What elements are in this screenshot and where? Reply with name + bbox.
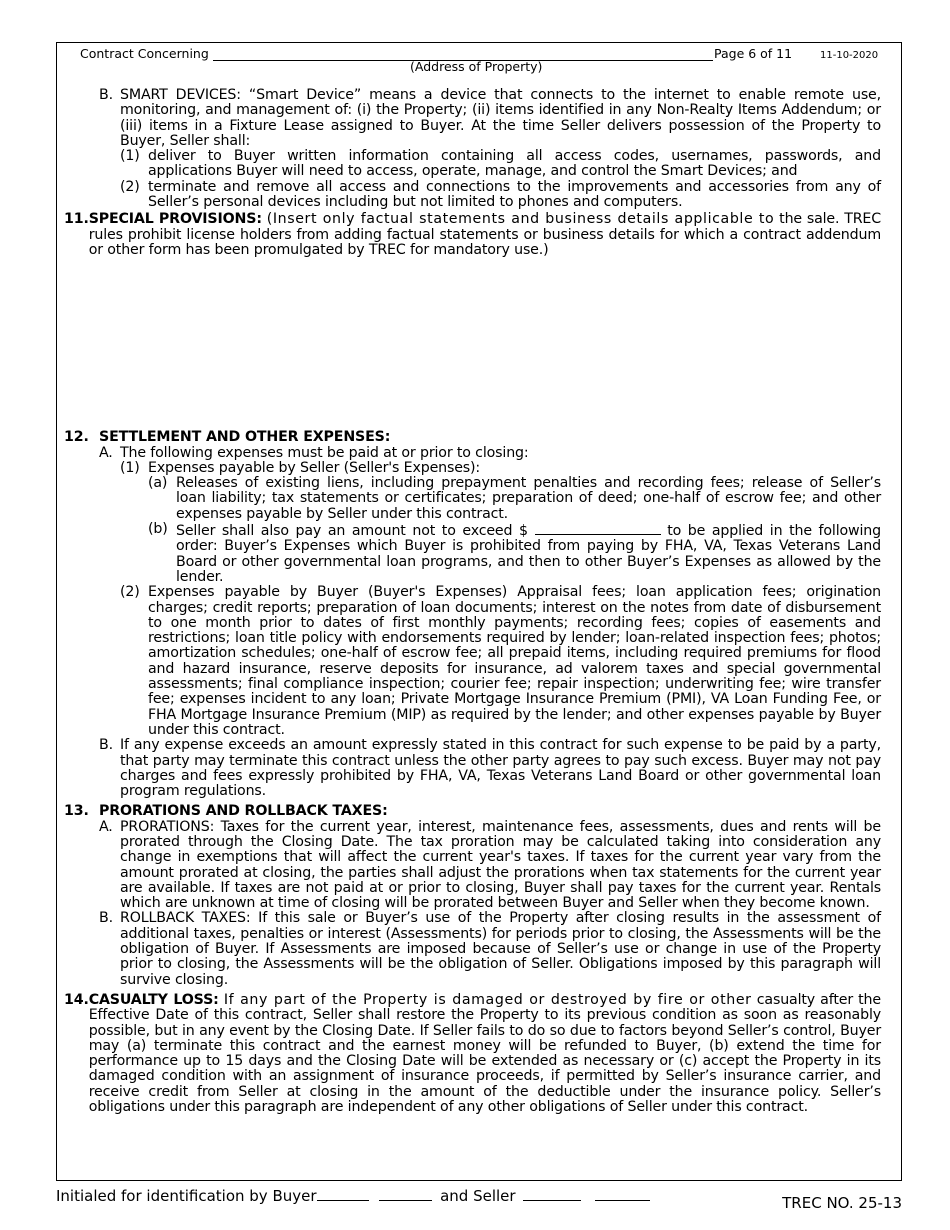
contract-concerning-label: Contract Concerning	[80, 46, 209, 61]
paragraph-text: If any expense exceeds an amount expressly stated in this contract for such expense to be paid by a party, that party may terminate this contract unless the other party agrees to pay such excess. Buyer may not pay charges and fees expressly prohibited by FHA, VA, Texas Veterans Land Board or other governmental loan program regulations.	[120, 737, 881, 800]
section-number: 12.	[64, 429, 89, 446]
list-item	[120, 149, 881, 180]
buyer-initial-field-1[interactable]	[317, 1187, 369, 1201]
seller-initial-field-2[interactable]	[595, 1187, 650, 1201]
item-marker: (a)	[148, 475, 168, 492]
section-title: PRORATIONS AND ROLLBACK TAXES:	[99, 803, 388, 820]
section-title: SPECIAL PROVISIONS:	[88, 211, 262, 228]
paragraph-10b	[99, 88, 881, 149]
item-text: to be applied in the following order: Buyer’s Expenses which Buyer is prohibited from paying by FHA, VA, Texas Veterans Land Board or other governmental loan programs, and then to other Buyer’s Expenses as allowed by the lender.	[176, 523, 881, 585]
list-item	[120, 461, 881, 476]
list-item	[148, 522, 881, 585]
list-item	[148, 476, 881, 522]
paragraph-marker: B.	[99, 737, 113, 754]
section-title: SETTLEMENT AND OTHER EXPENSES:	[99, 429, 391, 446]
paragraph-text: PRORATIONS: Taxes for the current year, interest, maintenance fees, assessments, dues and rents will be prorated through the Closing Date. The tax proration may be calculated taking into consideration any change in exemptions that will affect the current year's taxes. If taxes for the current year vary from the amount prorated at closing, the parties shall adjust the prorations when tax statements for the current year are available. If taxes are not paid at or prior to closing, Buyer shall pay taxes for the current year. Rentals which are unknown at time of closing will be prorated between Buyer and Seller when they become known.	[120, 818, 881, 912]
section-text: the sale. TREC rules prohibit license holders from adding factual statements or business details for which a contract addendum or other form has been promulgated by TREC for mandatory use.)	[88, 211, 881, 258]
paragraph-12a	[99, 446, 881, 461]
item-marker: (1)	[120, 148, 140, 165]
list-item	[120, 585, 881, 738]
address-caption: (Address of Property)	[410, 59, 543, 74]
paragraph-12b	[99, 738, 881, 799]
initialed-label: Initialed for identification by Buyer	[56, 1187, 317, 1205]
contract-body	[64, 88, 881, 1115]
paragraph-13a	[99, 820, 881, 912]
form-number: TREC NO. 25-13	[782, 1194, 902, 1212]
form-date: 11-10-2020	[820, 50, 879, 61]
paragraph-marker: A.	[99, 444, 113, 461]
seller-amount-field[interactable]	[535, 522, 661, 535]
item-text: deliver to Buyer written information containing all access codes, usernames, passwords, and applications Buyer will need to access, operate, manage, and control the Smart Devices; and	[148, 148, 881, 180]
item-marker: (b)	[148, 521, 168, 538]
smart-devices-text: SMART DEVICES: “Smart Device” means a device that connects to the internet to enable remote use, monitoring, and management of: (i) the Property; (ii) items identified in any Non-Realty Items Addendum; or (iii) items in a Fixture Lease assigned to Buyer. At the time Seller delivers possession of the Property to Buyer, Seller shall:	[120, 87, 881, 149]
item-text: Expenses payable by Seller (Seller's Expenses):	[148, 459, 481, 476]
item-text: Expenses payable by Buyer (Buyer's Expenses) Appraisal fees; loan application fees; origination charges; credit reports; preparation of loan documents; interest on the notes from date of disbursement to one month prior to dates of first monthly payments; recording fees; copies of easements and restrictions; loan title policy with endorsements required by lender; loan-related inspection fees; photos; amortization schedules; one-half of escrow fee; all prepaid items, including required premiums for flood and hazard insurance, reserve deposits for insurance, ad valorem taxes and special governmental assessments; final compliance inspection; courier fee; repair inspection; underwriting fee; wire transfer fee; expenses incident to any loan; Private Mortgage Insurance Premium (PMI), VA Loan Funding Fee, or FHA Mortgage Insurance Premium (MIP) as required by the lender; and other expenses payable by Buyer under this contract.	[148, 584, 881, 738]
paragraph-text: ROLLBACK TAXES: If this sale or Buyer’s use of the Property after closing results in the assessment of additional taxes, penalties or interest (Assessments) for periods prior to closing, the Assessments will be the obligation of Buyer. If Assessments are imposed because of Seller’s use or change in use of the Property prior to closing, the Assessments will be the obligation of Seller. Obligations imposed by this paragraph will survive closing.	[120, 910, 881, 988]
item-text: terminate and remove all access and connections to the improvements and accessories from any of Seller’s personal devices including but not limited to phones and computers.	[148, 178, 881, 211]
and-seller-label: and Seller	[440, 1187, 516, 1205]
section-intro: If any part of the Property is damaged or destroyed by fire or other	[223, 991, 752, 1008]
item-text: Seller shall also pay an amount not to exceed $	[176, 523, 528, 540]
section-text: casualty after the Effective Date of this contract, Seller shall restore the Property to its previous condition as soon as reasonably possible, but in any event by the Closing Date. If Seller fails to do so due to factors beyond Seller’s control, Buyer may (a) terminate this contract and the earnest money will be refunded to Buyer, (b) extend the time for performance up to 15 days and the Closing Date will be extended as necessary or (c) accept the Property in its damaged condition with an assignment of insurance proceeds, if permitted by Seller’s insurance carrier, and receive credit from Seller at closing in the amount of the deductible under the insurance policy. Seller’s obligations under this paragraph are independent of any other obligations of Seller under this contract.	[88, 991, 881, 1116]
item-marker: (2)	[120, 178, 140, 195]
section-number: 13.	[64, 803, 89, 820]
paragraph-marker: B.	[99, 910, 113, 927]
buyer-initial-field-2[interactable]	[379, 1187, 432, 1201]
paragraph-marker: B.	[99, 87, 113, 103]
section-11	[64, 212, 881, 258]
paragraph-13b	[99, 911, 881, 987]
section-title: CASUALTY LOSS:	[88, 991, 219, 1008]
section-intro: (Insert only factual statements and business details applicable to	[266, 211, 775, 228]
paragraph-marker: A.	[99, 818, 113, 835]
page-footer	[56, 1187, 902, 1212]
section-number: 11.	[64, 211, 89, 228]
section-14	[64, 993, 881, 1115]
seller-initial-field-1[interactable]	[523, 1187, 581, 1201]
item-marker: (1)	[120, 459, 140, 476]
section-12	[64, 430, 881, 445]
list-item	[120, 180, 881, 211]
item-marker: (2)	[120, 584, 140, 601]
item-text: Releases of existing liens, including prepayment penalties and recording fees; release of Seller’s loan liability; tax statements or certificates; preparation of deed; one-half of escrow fee; and other expenses payable by Seller under this contract.	[176, 475, 881, 522]
paragraph-text: The following expenses must be paid at or prior to closing:	[120, 444, 529, 461]
section-13	[64, 804, 881, 819]
special-provisions-blank-area[interactable]	[64, 258, 881, 428]
page-number: Page 6 of 11	[714, 46, 793, 61]
section-number: 14.	[64, 991, 89, 1008]
